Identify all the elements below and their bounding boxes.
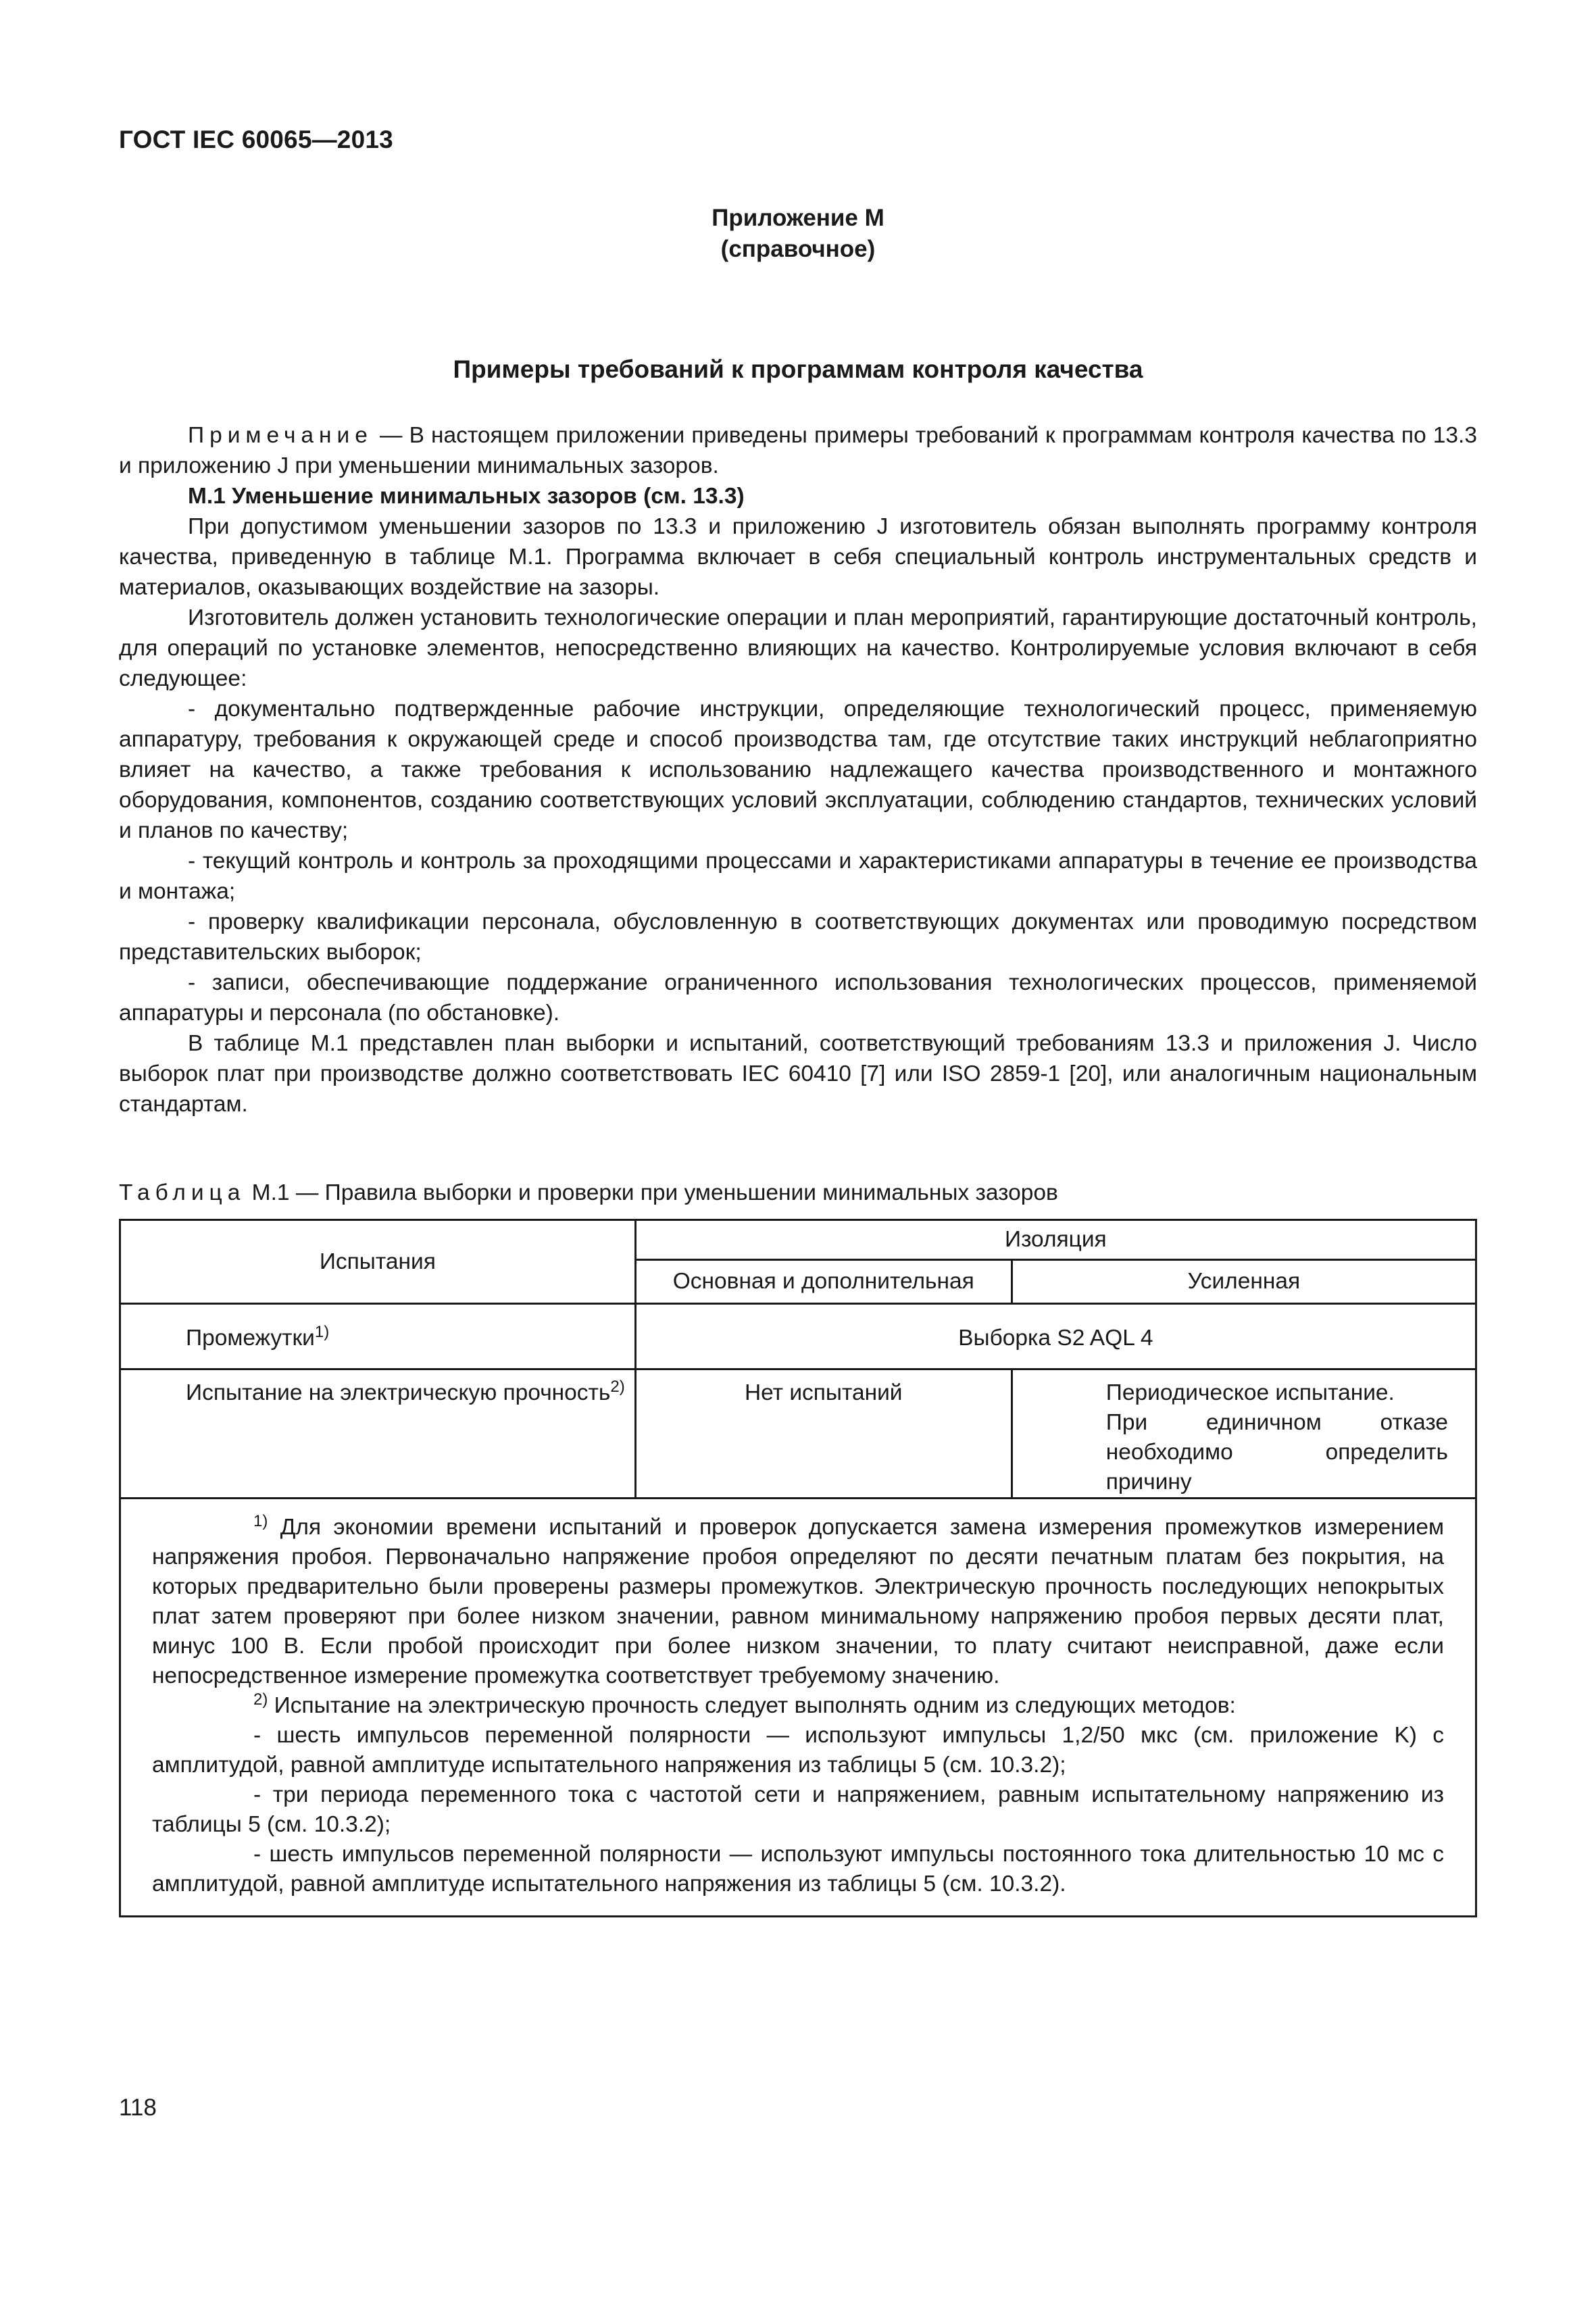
table-caption-prefix: Таблица [119, 1180, 246, 1205]
footnote-item: - шесть импульсов переменной полярности — используют импульсы 1,2/50 мкс (см. приложение K) с амплитудой, равной амплитуде испытательного напряжения из таблицы 5 (см. 10.3.2); [152, 1723, 1444, 1778]
annex-heading [0, 203, 1596, 265]
paragraph: При допустимом уменьшении зазоров по 13.3 и приложению J изготовитель обязан выполнять программу контроля качества, приведенную в таблице M.1. Программа включает в себя специальный контроль инструментальных средств и материалов, оказывающих воздействие на зазоры. [119, 514, 1477, 600]
header-separator [120, 1304, 636, 1309]
list-item: - записи, обеспечивающие поддержание ограниченного использования технологических процессов, применяемой аппаратуры и персонала (по обстановке). [119, 970, 1477, 1026]
section-heading: M.1 Уменьшение минимальных зазоров (см. 13.3) [188, 484, 745, 509]
table-footnotes [120, 1499, 1476, 1917]
row-gaps-label: Промежутки$^{1)}$ [120, 1309, 636, 1369]
paragraph: В таблице M.1 представлен план выборки и испытаний, соответствующий требованиям 13.3 и приложения J. Число выборок плат при производстве должно соответствовать IEC 60410 [7] или ISO 2859-1 [20], или аналогичным национальным стандартам. [119, 1031, 1477, 1117]
note-text: — В настоящем приложении приведены примеры требований к программам контроля качества по 13.3 и приложению J при уменьшении минимальных зазоров. [119, 423, 1477, 478]
row-strength-label: Испытание на электрическую прочность$^{2)}$ [120, 1369, 636, 1499]
table-row [120, 1369, 1476, 1499]
row-gaps-value: Выборка S2 AQL 4 [635, 1309, 1476, 1369]
note-paragraph [119, 420, 1477, 481]
page-number: 118 [119, 2094, 157, 2121]
list-item: - текущий контроль и контроль за проходящими процессами и характеристиками аппаратуры в течение ее производства и монтажа; [119, 849, 1477, 904]
sampling-table [119, 1219, 1477, 1917]
footnote-2: $^{2)}$ Испытание на электрическую прочность следует выполнять одним из следующих методов: [253, 1690, 1236, 1718]
header-basic: Основная и дополнительная [635, 1260, 1012, 1304]
header-separator [635, 1304, 1476, 1309]
document-body [119, 420, 1477, 1120]
annex-label: Приложение M [712, 205, 884, 231]
list-item: - документально подтвержденные рабочие инструкции, определяющие технологический процесс, применяемую аппаратуру, требования к окружающей среде и способ производства там, где отсутствие таких инструкций неблагоприятно влияет на качество, а также требования к использованию надлежащего качества производственного и монтажного оборудования, компонентов, созданию соответствующих условий эксплуатации, соблюдению стандартов, технических условий и планов по качеству; [119, 697, 1477, 843]
list-item: - проверку квалификации персонала, обусловленную в соответствующих документах или проводимую посредством представительских выборок; [119, 909, 1477, 965]
paragraph: Изготовитель должен установить технологические операции и план мероприятий, гарантирующие достаточный контроль, для операций по установке элементов, непосредственно влияющих на качество. Контролируемые условия включают в себя следующее: [119, 605, 1477, 691]
header-tests: Испытания [120, 1220, 636, 1304]
annex-title: Примеры требований к программам контроля качества [453, 355, 1143, 383]
note-prefix: Примечание [188, 423, 373, 448]
table-row [120, 1309, 1476, 1369]
header-insulation: Изоляция [635, 1220, 1476, 1260]
row-strength-reinforced: Периодическое испытание. При единичном отказе необходимо определить причину [1012, 1369, 1476, 1499]
footnote-1: $^{1)}$ Для экономии времени испытаний и проверок допускается замена измерения промежутков измерением напряжения пробоя. Первоначально напряжение пробоя определяют по десяти печатным платам без покрытия, на которых предварительно были проверены размеры промежутков. Электрическую прочность последующих непокрытых плат затем проверяют при более низком значении, равном минимальному напряжению пробоя первых десяти плат, минус 100 В. Если пробой происходит при более низком значении, то плату считают неисправной, даже если непосредственное измерение промежутка соответствует требуемому значению. [152, 1512, 1444, 1688]
table-caption-text: M.1 — Правила выборки и проверки при уменьшении минимальных зазоров [245, 1180, 1058, 1205]
annex-kind: (справочное) [720, 236, 876, 262]
table-footnotes-row [120, 1499, 1476, 1917]
row-strength-basic: Нет испытаний [635, 1369, 1012, 1499]
standard-code: ГОСТ IEC 60065—2013 [119, 126, 393, 153]
header-reinforced: Усиленная [1012, 1260, 1476, 1304]
table-caption [119, 1178, 1477, 1208]
footnote-item: - три периода переменного тока с частотой сети и напряжением, равным испытательному напряжению из таблицы 5 (см. 10.3.2); [152, 1782, 1444, 1837]
footnote-item: - шесть импульсов переменной полярности — используют импульсы постоянного тока длительностью 10 мс с амплитудой, равной амплитуде испытательного напряжения из таблицы 5 (см. 10.3.2). [152, 1842, 1444, 1896]
